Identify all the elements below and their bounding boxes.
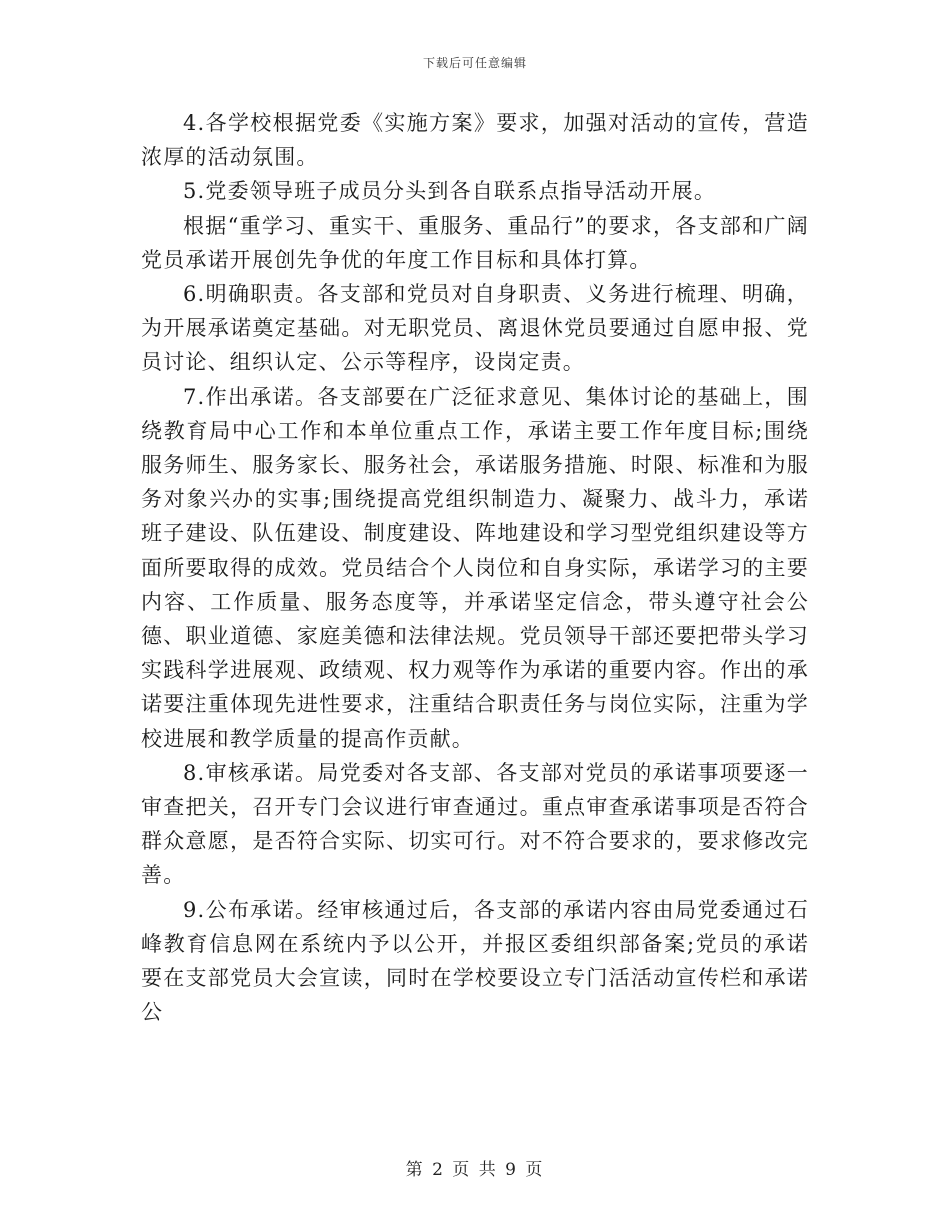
paragraph-item-4: 4.各学校根据党委《实施方案》要求，加强对活动的宣传，营造浓厚的活动氛围。 bbox=[141, 111, 809, 170]
paragraph-item-8: 8.审核承诺。局党委对各支部、各支部对党员的承诺事项要逐一审查把关，召开专门会议进行审查通过。重点审查承诺事项是否符合群众意愿，是否符合实际、切实可行。对不符合要求的，要求修改完善。 bbox=[141, 760, 809, 888]
document-body bbox=[141, 106, 809, 1029]
paragraph-item-7: 7.作出承诺。各支部要在广泛征求意见、集体讨论的基础上，围绕教育局中心工作和本单位重点工作，承诺主要工作年度目标;围绕服务师生、服务家长、服务社会，承诺服务措施、时限、标准和为服务对象兴办的实事;围绕提高党组织制造力、凝聚力、战斗力，承诺班子建设、队伍建设、制度建设、阵地建设和学习型党组织建设等方面所要取得的成效。党员结合个人岗位和自身实际，承诺学习的主要内容、工作质量、服务态度等，并承诺坚定信念，带头遵守社会公德、职业道德、家庭美德和法律法规。党员领导干部还要把带头学习实践科学进展观、政绩观、权力观等作为承诺的重要内容。作出的承诺要注重体现先进性要求，注重结合职责任务与岗位实际，注重为学校进展和教学质量的提高作贡献。 bbox=[141, 384, 809, 751]
paragraph-item-6: 6.明确职责。各支部和党员对自身职责、义务进行梳理、明确，为开展承诺奠定基础。对无职党员、离退休党员要通过自愿申报、党员讨论、组织认定、公示等程序，设岗定责。 bbox=[141, 282, 809, 375]
paragraph-item-5: 5.党委领导班子成员分头到各自联系点指导活动开展。 bbox=[183, 179, 717, 204]
paragraph-item-9: 9.公布承诺。经审核通过后，各支部的承诺内容由局党委通过石峰教育信息网在系统内予以公开，并报区委组织部备案;党员的承诺要在支部党员大会宣读，同时在学校要设立专门活活动宣传栏和承诺公 bbox=[141, 897, 809, 1025]
header-note: 下载后可任意编辑 bbox=[422, 56, 527, 70]
page-number-footer: 第 2 页 共 9 页 bbox=[405, 1160, 545, 1180]
paragraph-requirements: 根据“重学习、重实干、重服务、重品行”的要求，各支部和广阔党员承诺开展创先争优的年度工作目标和具体打算。 bbox=[141, 213, 809, 272]
